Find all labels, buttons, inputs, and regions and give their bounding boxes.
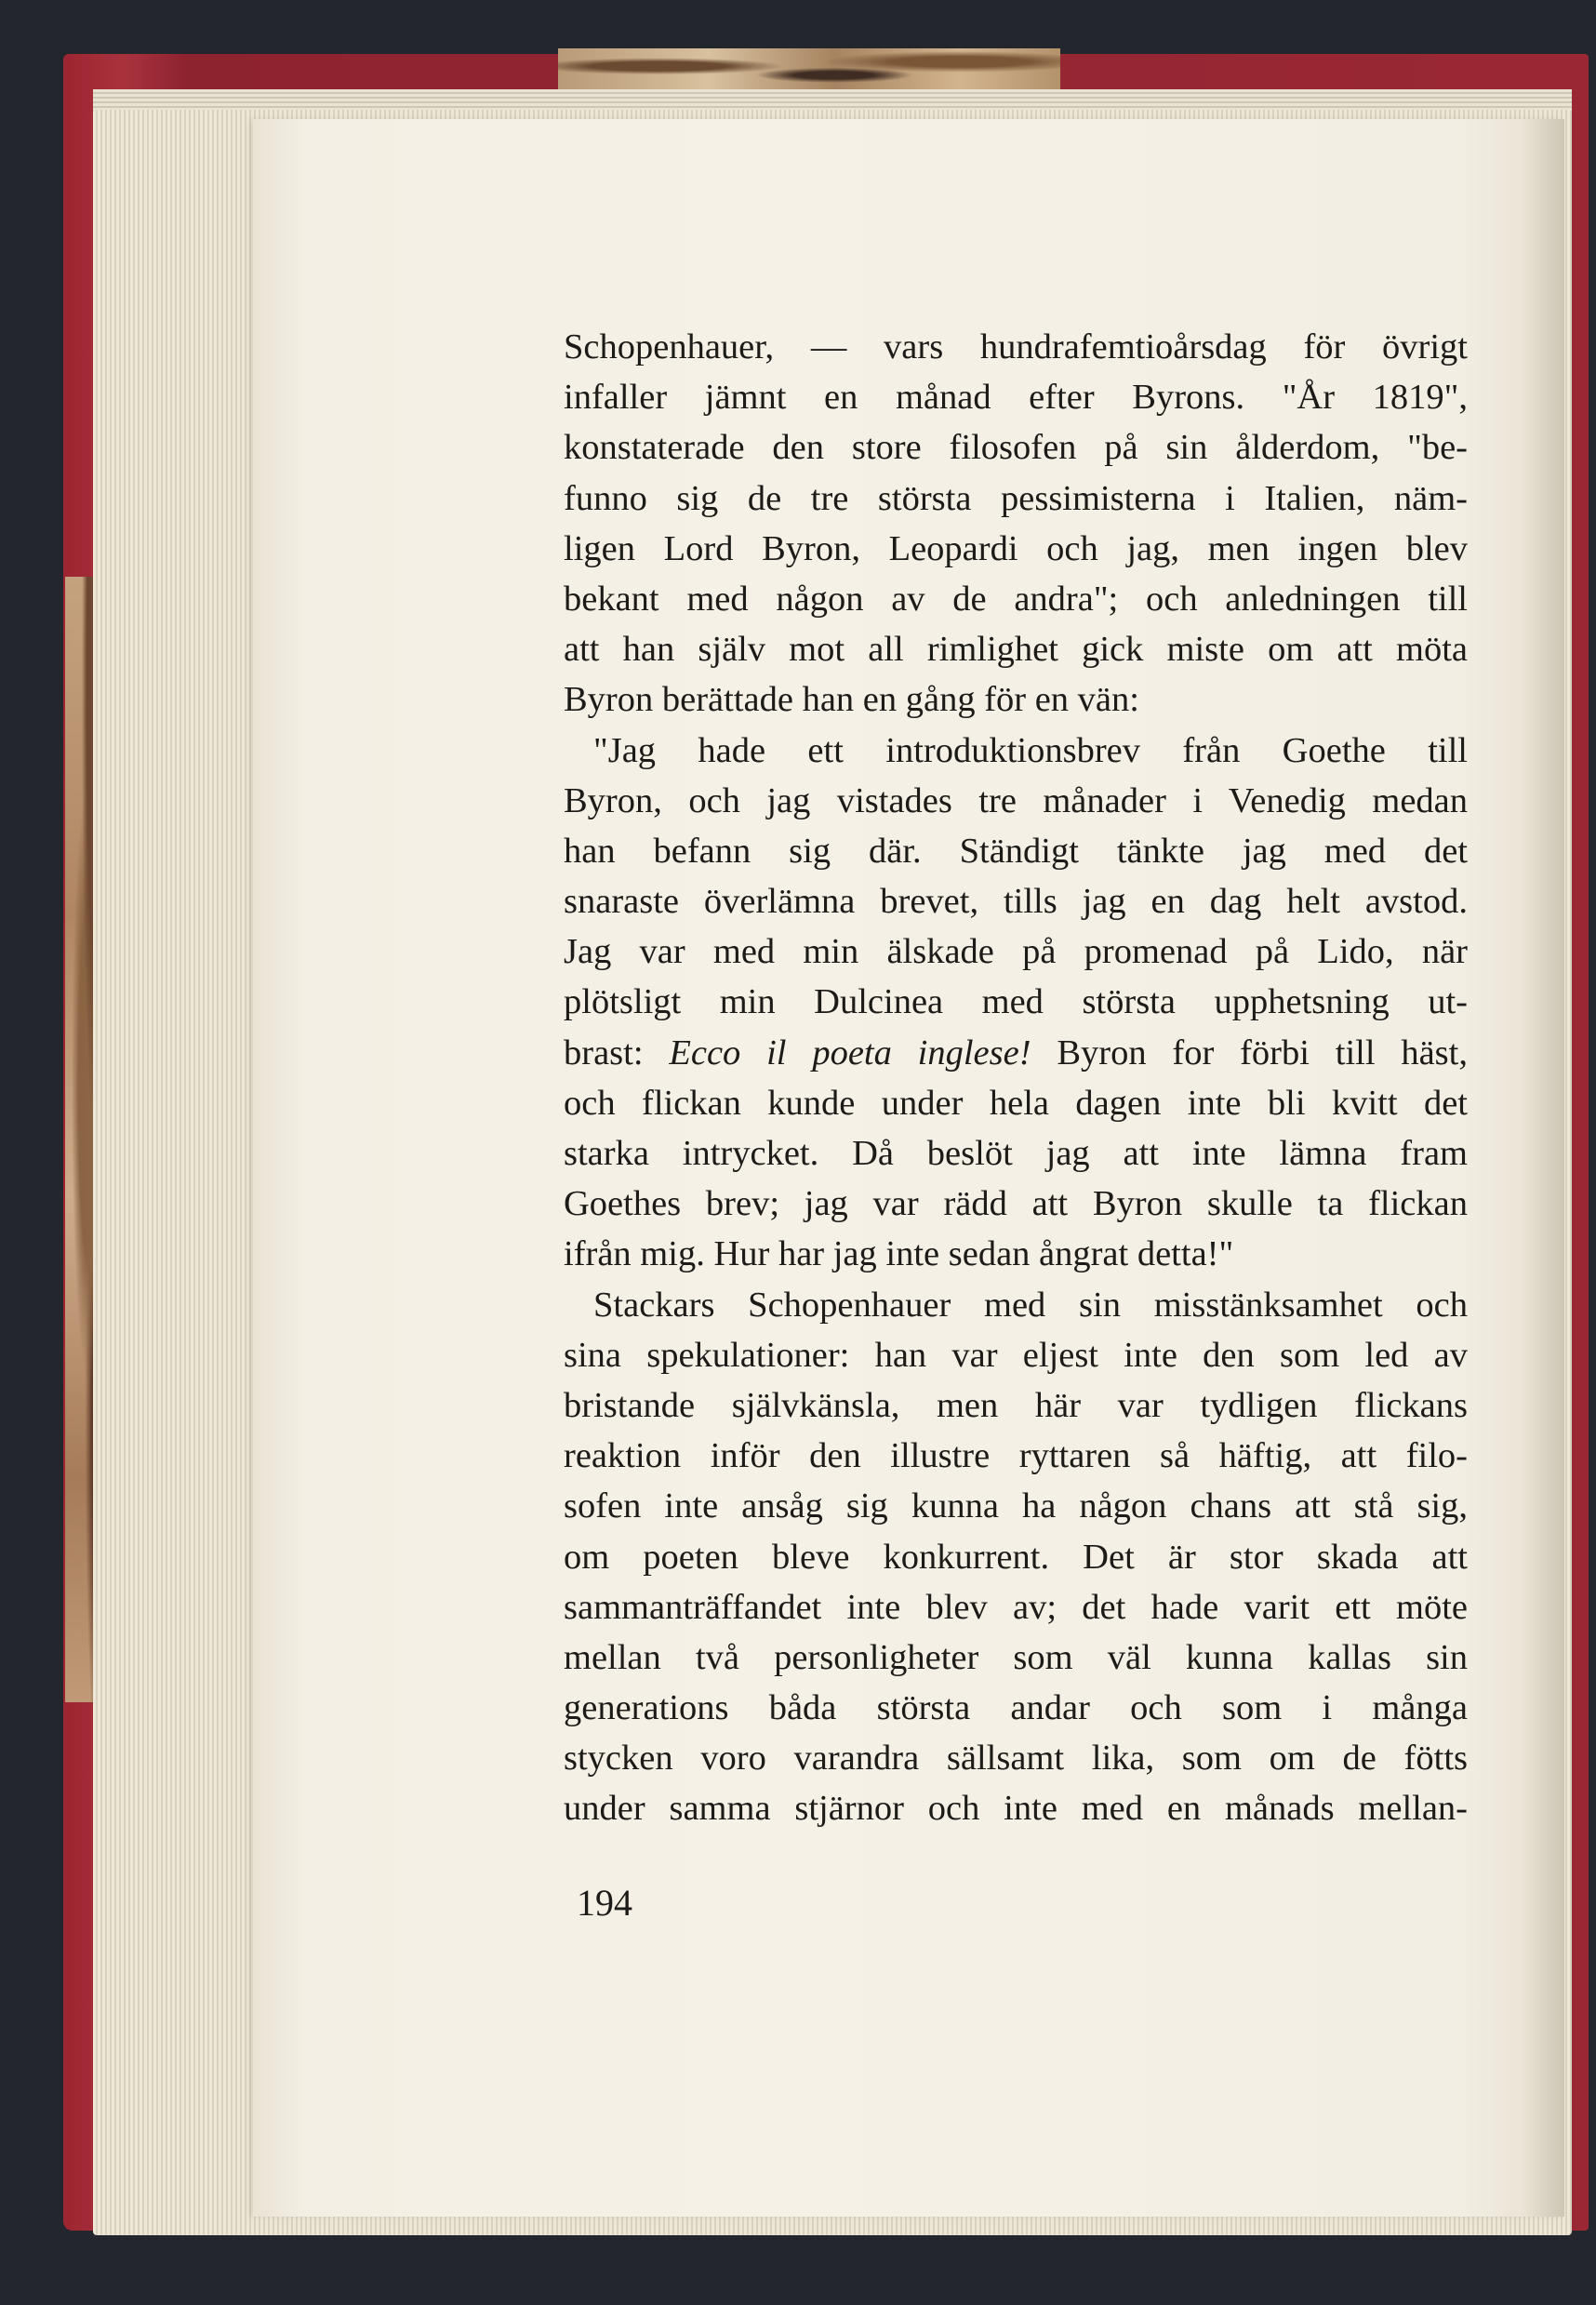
text-line: sina spekulationer: han var eljest inte den som led av <box>564 1335 1468 1375</box>
text-line: han befann sig där. Ständigt tänkte jag med det <box>564 831 1468 871</box>
text-line: snaraste överlämna brevet, tills jag en dag helt avstod. <box>564 882 1468 922</box>
text-fragment: Byron for förbi till häst, <box>1057 1033 1468 1073</box>
text-line: Jag var med min älskade på promenad på Lido, när <box>564 932 1468 972</box>
text-line: sammanträffandet inte blev av; det hade varit ett möte <box>564 1587 1468 1627</box>
text-line: och flickan kunde under hela dagen inte bli kvitt det <box>564 1083 1468 1123</box>
text-line: Schopenhauer, — vars hundrafemtioårsdag för övrigt <box>564 327 1468 366</box>
text-line: starka intrycket. Då beslöt jag att inte lämna fram <box>564 1134 1468 1173</box>
text-line: "Jag hade ett introduktionsbrev från Goethe till <box>593 730 1468 770</box>
italic-quote: Ecco il poeta inglese! <box>669 1033 1031 1073</box>
text-line: plötsligt min Dulcinea med största upphetsning ut- <box>564 982 1468 1022</box>
marbled-headband <box>558 48 1060 93</box>
text-line: Stackars Schopenhauer med sin misstänksamhet och <box>593 1285 1468 1325</box>
page-number: 194 <box>577 1882 632 1924</box>
text-line: Goethes brev; jag var rädd att Byron skulle ta flickan <box>564 1184 1468 1224</box>
text-line: konstaterade den store filosofen på sin ålderdom, "be- <box>564 428 1468 468</box>
text-line: om poeten bleve konkurrent. Det är stor skada att <box>564 1537 1468 1577</box>
text-fragment: brast: <box>564 1033 644 1073</box>
text-line: funno sig de tre största pessimisterna i Italien, näm- <box>564 478 1468 518</box>
text-line: mellan två personligheter som väl kunna kallas sin <box>564 1637 1468 1677</box>
text-line: generations båda största andar och som i många <box>564 1688 1468 1728</box>
text-line: reaktion inför den illustre ryttaren så häftig, att filo- <box>564 1436 1468 1476</box>
text-line: ligen Lord Byron, Leopardi och jag, men ingen blev <box>564 528 1468 568</box>
page-body-text <box>564 322 1468 1834</box>
page-gutter-shadow <box>1522 119 1564 2217</box>
text-line: stycken voro varandra sällsamt lika, som om de fötts <box>564 1739 1468 1779</box>
text-line: under samma stjärnor och inte med en månads mellan- <box>564 1789 1468 1829</box>
text-line: Byron, och jag vistades tre månader i Venedig medan <box>564 780 1468 820</box>
text-line-mixed <box>564 1028 1468 1078</box>
text-line: att han själv mot all rimlighet gick miste om att möta <box>564 630 1468 670</box>
text-line: bristande självkänsla, men här var tydligen flickans <box>564 1385 1468 1425</box>
text-line: sofen inte ansåg sig kunna ha någon chans att stå sig, <box>564 1486 1468 1526</box>
text-line: ifrån mig. Hur har jag inte sedan ångrat detta!" <box>564 1234 1234 1274</box>
text-line: Byron berättade han en gång för en vän: <box>564 680 1139 720</box>
text-line: bekant med någon av de andra"; och anledningen till <box>564 579 1468 619</box>
text-line: infaller jämnt en månad efter Byrons. "År 1819", <box>564 378 1468 418</box>
